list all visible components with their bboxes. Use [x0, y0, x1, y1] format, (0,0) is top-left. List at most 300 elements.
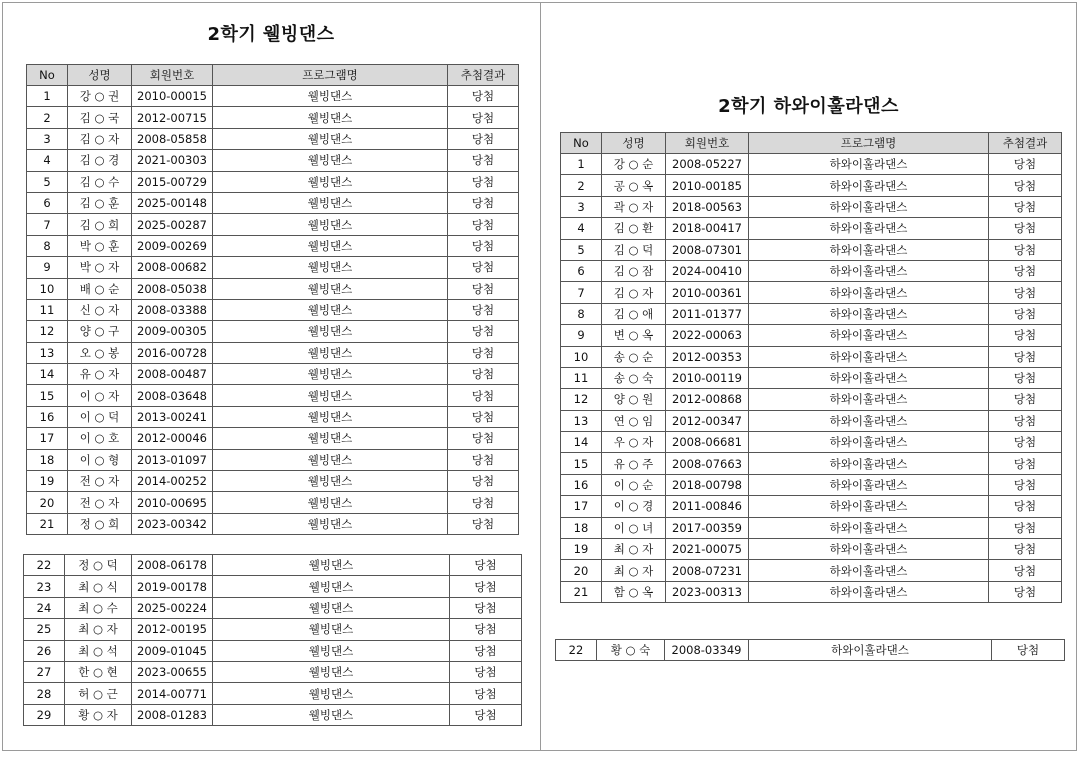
program-cell: 웰빙댄스: [213, 321, 448, 342]
program-cell: 웰빙댄스: [213, 299, 448, 320]
result-cell: 당첨: [989, 539, 1062, 560]
table-header-row: [27, 65, 519, 86]
no-cell: 22: [556, 640, 597, 661]
result-cell: 당첨: [989, 218, 1062, 239]
table-row: [561, 260, 1062, 281]
name-cell: 한 ○ 현: [65, 661, 132, 682]
table-row: [561, 496, 1062, 517]
no-cell: 6: [27, 192, 68, 213]
program-cell: 하와이훌라댄스: [749, 367, 989, 388]
result-cell: 당첨: [989, 303, 1062, 324]
table-row: [27, 513, 519, 534]
program-cell: 하와이훌라댄스: [749, 218, 989, 239]
result-cell: 당첨: [448, 449, 519, 470]
result-cell: 당첨: [989, 367, 1062, 388]
name-cell: 최 ○ 자: [602, 539, 666, 560]
program-cell: 웰빙댄스: [213, 192, 448, 213]
name-cell: 신 ○ 자: [68, 299, 132, 320]
program-cell: 웰빙댄스: [213, 576, 450, 597]
roster-table-continued: [555, 639, 1065, 661]
member-id-cell: 2009-01045: [132, 640, 213, 661]
name-cell: 김 ○ 덕: [602, 239, 666, 260]
name-cell: 이 ○ 자: [68, 385, 132, 406]
table-row: [27, 428, 519, 449]
member-id-cell: 2018-00417: [666, 218, 749, 239]
result-cell: 당첨: [992, 640, 1065, 661]
program-cell: 웰빙댄스: [213, 364, 448, 385]
member-id-cell: 2011-01377: [666, 303, 749, 324]
program-cell: 웰빙댄스: [213, 107, 448, 128]
member-id-cell: 2023-00313: [666, 581, 749, 602]
program-cell: 하와이훌라댄스: [749, 346, 989, 367]
result-cell: 당첨: [989, 282, 1062, 303]
member-id-cell: 2008-03388: [132, 299, 213, 320]
table-row: [561, 453, 1062, 474]
program-cell: 하와이훌라댄스: [749, 453, 989, 474]
program-cell: 하와이훌라댄스: [749, 539, 989, 560]
result-cell: 당첨: [989, 389, 1062, 410]
table-row: [24, 576, 522, 597]
table-row: [27, 235, 519, 256]
result-cell: 당첨: [989, 410, 1062, 431]
roster-table: [560, 132, 1062, 603]
table-row: [27, 192, 519, 213]
member-id-cell: 2012-00046: [132, 428, 213, 449]
member-id-cell: 2009-00305: [132, 321, 213, 342]
member-id-cell: 2017-00359: [666, 517, 749, 538]
header-member-id: 회원번호: [132, 65, 213, 86]
table-row: [27, 257, 519, 278]
result-cell: 당첨: [989, 432, 1062, 453]
member-id-cell: 2008-07231: [666, 560, 749, 581]
result-cell: 당첨: [448, 428, 519, 449]
member-id-cell: 2015-00729: [132, 171, 213, 192]
member-id-cell: 2018-00798: [666, 474, 749, 495]
name-cell: 이 ○ 녀: [602, 517, 666, 538]
table-row: [556, 640, 1065, 661]
no-cell: 17: [561, 496, 602, 517]
no-cell: 18: [561, 517, 602, 538]
program-cell: 하와이훌라댄스: [749, 175, 989, 196]
page-title: 2학기 하와이훌라댄스: [718, 96, 899, 117]
no-cell: 18: [27, 449, 68, 470]
no-cell: 13: [27, 342, 68, 363]
name-cell: 전 ○ 자: [68, 492, 132, 513]
program-cell: 웰빙댄스: [213, 235, 448, 256]
header-name: 성명: [68, 65, 132, 86]
no-cell: 16: [27, 406, 68, 427]
table-row: [27, 449, 519, 470]
no-cell: 1: [561, 154, 602, 175]
no-cell: 11: [561, 367, 602, 388]
name-cell: 최 ○ 석: [65, 640, 132, 661]
member-id-cell: 2019-00178: [132, 576, 213, 597]
table-row: [561, 303, 1062, 324]
result-cell: 당첨: [448, 235, 519, 256]
table-row: [24, 661, 522, 682]
table-row: [27, 107, 519, 128]
name-cell: 유 ○ 자: [68, 364, 132, 385]
member-id-cell: 2010-00015: [132, 86, 213, 107]
name-cell: 박 ○ 훈: [68, 235, 132, 256]
no-cell: 11: [27, 299, 68, 320]
member-id-cell: 2010-00695: [132, 492, 213, 513]
header-program: 프로그램명: [213, 65, 448, 86]
program-cell: 웰빙댄스: [213, 597, 450, 618]
no-cell: 2: [561, 175, 602, 196]
no-cell: 3: [561, 196, 602, 217]
name-cell: 김 ○ 국: [68, 107, 132, 128]
no-cell: 23: [24, 576, 65, 597]
result-cell: 당첨: [448, 171, 519, 192]
header-name: 성명: [602, 133, 666, 154]
table-row: [561, 389, 1062, 410]
member-id-cell: 2013-00241: [132, 406, 213, 427]
name-cell: 황 ○ 자: [65, 704, 132, 725]
member-id-cell: 2008-07663: [666, 453, 749, 474]
header-result: 추첨결과: [448, 65, 519, 86]
no-cell: 15: [561, 453, 602, 474]
program-cell: 웰빙댄스: [213, 449, 448, 470]
name-cell: 황 ○ 숙: [597, 640, 665, 661]
table-header-row: [561, 133, 1062, 154]
name-cell: 최 ○ 자: [65, 619, 132, 640]
no-cell: 22: [24, 555, 65, 576]
result-cell: 당첨: [448, 299, 519, 320]
program-cell: 웰빙댄스: [213, 385, 448, 406]
roster-table-continued: [23, 554, 522, 726]
page-title: 2학기 웰빙댄스: [207, 24, 335, 45]
name-cell: 김 ○ 경: [68, 150, 132, 171]
table-row: [27, 385, 519, 406]
program-cell: 웰빙댄스: [213, 257, 448, 278]
program-cell: 하와이훌라댄스: [749, 496, 989, 517]
no-cell: 5: [27, 171, 68, 192]
result-cell: 당첨: [448, 342, 519, 363]
table-row: [561, 474, 1062, 495]
no-cell: 28: [24, 683, 65, 704]
right-page: [540, 2, 1077, 751]
name-cell: 연 ○ 임: [602, 410, 666, 431]
result-cell: 당첨: [448, 321, 519, 342]
result-cell: 당첨: [448, 492, 519, 513]
header-result: 추첨결과: [989, 133, 1062, 154]
member-id-cell: 2023-00342: [132, 513, 213, 534]
no-cell: 9: [27, 257, 68, 278]
table-row: [27, 128, 519, 149]
program-cell: 웰빙댄스: [213, 492, 448, 513]
result-cell: 당첨: [448, 257, 519, 278]
no-cell: 5: [561, 239, 602, 260]
table-row: [27, 406, 519, 427]
result-cell: 당첨: [448, 471, 519, 492]
program-cell: 웰빙댄스: [213, 683, 450, 704]
name-cell: 정 ○ 희: [68, 513, 132, 534]
member-id-cell: 2012-00195: [132, 619, 213, 640]
name-cell: 김 ○ 환: [602, 218, 666, 239]
program-cell: 하와이훌라댄스: [749, 474, 989, 495]
program-cell: 웰빙댄스: [213, 428, 448, 449]
table-row: [27, 171, 519, 192]
name-cell: 양 ○ 구: [68, 321, 132, 342]
result-cell: 당첨: [989, 560, 1062, 581]
table-row: [561, 346, 1062, 367]
program-cell: 하와이훌라댄스: [749, 239, 989, 260]
member-id-cell: 2008-06178: [132, 555, 213, 576]
member-id-cell: 2008-05227: [666, 154, 749, 175]
name-cell: 김 ○ 자: [68, 128, 132, 149]
table-row: [561, 581, 1062, 602]
member-id-cell: 2010-00361: [666, 282, 749, 303]
no-cell: 4: [561, 218, 602, 239]
no-cell: 15: [27, 385, 68, 406]
member-id-cell: 2012-00715: [132, 107, 213, 128]
name-cell: 최 ○ 식: [65, 576, 132, 597]
result-cell: 당첨: [448, 128, 519, 149]
program-cell: 웰빙댄스: [213, 406, 448, 427]
table-row: [24, 619, 522, 640]
table-row: [24, 640, 522, 661]
no-cell: 25: [24, 619, 65, 640]
result-cell: 당첨: [989, 260, 1062, 281]
program-cell: 웰빙댄스: [213, 214, 448, 235]
name-cell: 이 ○ 형: [68, 449, 132, 470]
member-id-cell: 2011-00846: [666, 496, 749, 517]
no-cell: 14: [27, 364, 68, 385]
member-id-cell: 2008-01283: [132, 704, 213, 725]
program-cell: 웰빙댄스: [213, 661, 450, 682]
no-cell: 17: [27, 428, 68, 449]
no-cell: 14: [561, 432, 602, 453]
no-cell: 3: [27, 128, 68, 149]
no-cell: 19: [561, 539, 602, 560]
name-cell: 유 ○ 주: [602, 453, 666, 474]
program-cell: 하와이훌라댄스: [749, 196, 989, 217]
name-cell: 김 ○ 자: [602, 282, 666, 303]
member-id-cell: 2010-00119: [666, 367, 749, 388]
result-cell: 당첨: [448, 107, 519, 128]
program-cell: 하와이훌라댄스: [749, 154, 989, 175]
table-row: [27, 342, 519, 363]
member-id-cell: 2012-00347: [666, 410, 749, 431]
member-id-cell: 2021-00075: [666, 539, 749, 560]
member-id-cell: 2021-00303: [132, 150, 213, 171]
name-cell: 송 ○ 숙: [602, 367, 666, 388]
header-program: 프로그램명: [749, 133, 989, 154]
no-cell: 20: [561, 560, 602, 581]
program-cell: 하와이훌라댄스: [749, 581, 989, 602]
name-cell: 이 ○ 순: [602, 474, 666, 495]
member-id-cell: 2008-06681: [666, 432, 749, 453]
result-cell: 당첨: [450, 576, 522, 597]
result-cell: 당첨: [448, 214, 519, 235]
member-id-cell: 2008-00682: [132, 257, 213, 278]
no-cell: 26: [24, 640, 65, 661]
name-cell: 이 ○ 덕: [68, 406, 132, 427]
program-cell: 하와이훌라댄스: [749, 389, 989, 410]
result-cell: 당첨: [989, 346, 1062, 367]
header-no: No: [561, 133, 602, 154]
member-id-cell: 2008-00487: [132, 364, 213, 385]
name-cell: 전 ○ 자: [68, 471, 132, 492]
roster-table: [26, 64, 519, 535]
program-cell: 하와이훌라댄스: [749, 410, 989, 431]
table-row: [561, 325, 1062, 346]
result-cell: 당첨: [450, 597, 522, 618]
member-id-cell: 2013-01097: [132, 449, 213, 470]
table-row: [24, 704, 522, 725]
table-row: [27, 214, 519, 235]
table-row: [561, 517, 1062, 538]
result-cell: 당첨: [450, 661, 522, 682]
member-id-cell: 2018-00563: [666, 196, 749, 217]
name-cell: 변 ○ 옥: [602, 325, 666, 346]
member-id-cell: 2008-05858: [132, 128, 213, 149]
program-cell: 하와이훌라댄스: [749, 325, 989, 346]
program-cell: 웰빙댄스: [213, 619, 450, 640]
program-cell: 웰빙댄스: [213, 704, 450, 725]
member-id-cell: 2016-00728: [132, 342, 213, 363]
table-row: [561, 432, 1062, 453]
result-cell: 당첨: [450, 555, 522, 576]
result-cell: 당첨: [450, 683, 522, 704]
program-cell: 하와이훌라댄스: [749, 260, 989, 281]
program-cell: 웰빙댄스: [213, 150, 448, 171]
left-page: [2, 2, 541, 751]
table-row: [27, 492, 519, 513]
program-cell: 웰빙댄스: [213, 555, 450, 576]
member-id-cell: 2025-00287: [132, 214, 213, 235]
no-cell: 24: [24, 597, 65, 618]
program-cell: 웰빙댄스: [213, 128, 448, 149]
no-cell: 7: [27, 214, 68, 235]
member-id-cell: 2008-03648: [132, 385, 213, 406]
result-cell: 당첨: [448, 278, 519, 299]
name-cell: 김 ○ 잠: [602, 260, 666, 281]
no-cell: 12: [27, 321, 68, 342]
no-cell: 20: [27, 492, 68, 513]
no-cell: 7: [561, 282, 602, 303]
result-cell: 당첨: [448, 192, 519, 213]
table-row: [24, 597, 522, 618]
name-cell: 김 ○ 애: [602, 303, 666, 324]
header-member-id: 회원번호: [666, 133, 749, 154]
program-cell: 하와이훌라댄스: [749, 640, 992, 661]
name-cell: 최 ○ 수: [65, 597, 132, 618]
table-row: [24, 683, 522, 704]
table-row: [27, 278, 519, 299]
name-cell: 양 ○ 원: [602, 389, 666, 410]
name-cell: 강 ○ 순: [602, 154, 666, 175]
no-cell: 29: [24, 704, 65, 725]
name-cell: 김 ○ 수: [68, 171, 132, 192]
result-cell: 당첨: [450, 704, 522, 725]
no-cell: 6: [561, 260, 602, 281]
result-cell: 당첨: [450, 619, 522, 640]
result-cell: 당첨: [989, 196, 1062, 217]
no-cell: 8: [27, 235, 68, 256]
table-row: [561, 539, 1062, 560]
program-cell: 웰빙댄스: [213, 278, 448, 299]
program-cell: 하와이훌라댄스: [749, 282, 989, 303]
member-id-cell: 2025-00224: [132, 597, 213, 618]
result-cell: 당첨: [448, 406, 519, 427]
program-cell: 하와이훌라댄스: [749, 517, 989, 538]
result-cell: 당첨: [448, 150, 519, 171]
table-row: [561, 410, 1062, 431]
member-id-cell: 2009-00269: [132, 235, 213, 256]
no-cell: 19: [27, 471, 68, 492]
name-cell: 곽 ○ 자: [602, 196, 666, 217]
no-cell: 10: [27, 278, 68, 299]
result-cell: 당첨: [989, 154, 1062, 175]
member-id-cell: 2010-00185: [666, 175, 749, 196]
program-cell: 웰빙댄스: [213, 342, 448, 363]
program-cell: 웰빙댄스: [213, 513, 448, 534]
name-cell: 최 ○ 자: [602, 560, 666, 581]
table-row: [561, 560, 1062, 581]
table-row: [561, 239, 1062, 260]
program-cell: 하와이훌라댄스: [749, 432, 989, 453]
member-id-cell: 2008-03349: [665, 640, 749, 661]
result-cell: 당첨: [448, 385, 519, 406]
no-cell: 13: [561, 410, 602, 431]
member-id-cell: 2008-05038: [132, 278, 213, 299]
result-cell: 당첨: [989, 239, 1062, 260]
no-cell: 2: [27, 107, 68, 128]
no-cell: 21: [561, 581, 602, 602]
table-row: [27, 321, 519, 342]
result-cell: 당첨: [989, 474, 1062, 495]
name-cell: 우 ○ 자: [602, 432, 666, 453]
name-cell: 이 ○ 호: [68, 428, 132, 449]
member-id-cell: 2023-00655: [132, 661, 213, 682]
table-row: [24, 555, 522, 576]
name-cell: 정 ○ 덕: [65, 555, 132, 576]
result-cell: 당첨: [989, 496, 1062, 517]
name-cell: 강 ○ 권: [68, 86, 132, 107]
no-cell: 4: [27, 150, 68, 171]
result-cell: 당첨: [989, 581, 1062, 602]
member-id-cell: 2008-07301: [666, 239, 749, 260]
program-cell: 하와이훌라댄스: [749, 303, 989, 324]
no-cell: 16: [561, 474, 602, 495]
no-cell: 9: [561, 325, 602, 346]
header-no: No: [27, 65, 68, 86]
no-cell: 27: [24, 661, 65, 682]
member-id-cell: 2022-00063: [666, 325, 749, 346]
table-row: [561, 175, 1062, 196]
result-cell: 당첨: [448, 86, 519, 107]
member-id-cell: 2012-00353: [666, 346, 749, 367]
program-cell: 웰빙댄스: [213, 86, 448, 107]
no-cell: 12: [561, 389, 602, 410]
table-row: [27, 364, 519, 385]
table-row: [27, 299, 519, 320]
table-row: [27, 471, 519, 492]
program-cell: 웰빙댄스: [213, 640, 450, 661]
member-id-cell: 2024-00410: [666, 260, 749, 281]
program-cell: 웰빙댄스: [213, 171, 448, 192]
name-cell: 송 ○ 순: [602, 346, 666, 367]
member-id-cell: 2012-00868: [666, 389, 749, 410]
name-cell: 김 ○ 희: [68, 214, 132, 235]
result-cell: 당첨: [989, 175, 1062, 196]
result-cell: 당첨: [450, 640, 522, 661]
name-cell: 배 ○ 순: [68, 278, 132, 299]
table-row: [561, 154, 1062, 175]
program-cell: 하와이훌라댄스: [749, 560, 989, 581]
